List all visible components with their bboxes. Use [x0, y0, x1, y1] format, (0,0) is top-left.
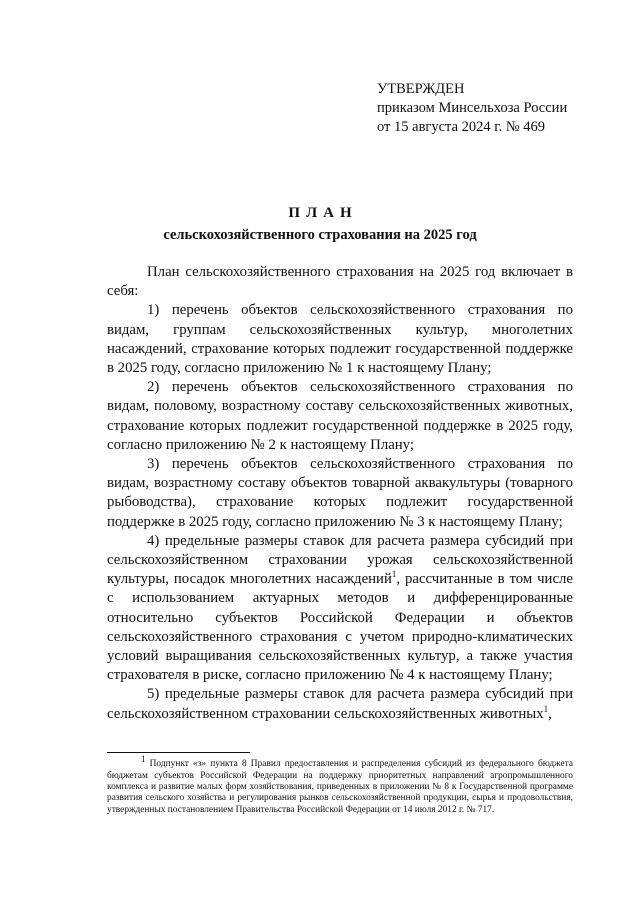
title-subheading: сельскохозяйственного страхования на 2025 год [163, 227, 477, 243]
footnote-text: Подпункт «з» пункта 8 Правил предоставления и распределения субсидий из федерального бюджета бюджетам субъектов Российской Федерации на поддержку приоритетных направлений агропромышленного комплекса и развитие малых форм хозяйствования, приведенных в приложении № 8 к Государственной программе развития сельского хозяйства и регулирования рынков сельскохозяйственной продукции, сырья и продовольствия, утвержденных постановлением Правительства Российской Федерации от 14 июля 2012 г. № 717. [107, 759, 573, 815]
list-item-4-text-a: 4) предельные размеры ставок для расчета размера субсидий при сельскохозяйственном страховании урожая сельскохозяйственной культуры, посадок многолетних насаждений [107, 532, 573, 588]
footnote-ref-1: 1 [391, 569, 397, 580]
approval-stamp [377, 80, 567, 137]
title-heading: ПЛАН [288, 205, 358, 221]
list-item-4-text-b: , рассчитанные в том числе с использованием актуарных методов и дифференцированные относительно субъектов Российской Федерации и объектов сельскохозяйственного страхования с учетом природно-климатических условий выращивания сельскохозяйственных культур, а также участия страхователя в риске, согласно приложению № 4 к настоящему Плану; [107, 571, 573, 684]
list-item-3: 3) перечень объектов сельскохозяйственного страхования по видам, возрастному составу объектов товарной аквакультуры (товарного рыбоводства), страхование которых подлежит государственной поддержке в 2025 году, согласно приложению № 3 к настоящему Плану; [107, 456, 573, 530]
list-item-2: 2) перечень объектов сельскохозяйственного страхования по видам, половому, возрастному составу сельскохозяйственных животных, страхование которых подлежит государственной поддержке в 2025 году, согласно приложению № 2 к настоящему Плану; [107, 379, 573, 453]
footnote-separator [107, 752, 250, 753]
document-body [107, 263, 573, 724]
footnote [107, 754, 573, 816]
intro-paragraph: План сельскохозяйственного страхования на 2025 год включает в себя: [107, 264, 573, 300]
approval-status: УТВЕРЖДЕН [377, 81, 465, 97]
list-item-4 [107, 532, 573, 686]
document-title [0, 204, 640, 244]
approval-date: от 15 августа 2024 г. № 469 [377, 119, 546, 135]
list-item-5-text-a: 5) предельные размеры ставок для расчета размера субсидий при сельскохозяйственном страховании сельскохозяйственных животных [107, 686, 573, 722]
approval-order: приказом Минсельхоза России [377, 100, 568, 116]
footnote-marker: 1 [141, 754, 146, 764]
footnote-ref-2: 1 [543, 703, 549, 714]
list-item-1: 1) перечень объектов сельскохозяйственного страхования по видам, группам сельскохозяйственных культур, многолетних насаждений, страхование которых подлежит государственной поддержке в 2025 году, согласно приложению № 1 к настоящему Плану; [107, 302, 573, 377]
list-item-5 [107, 685, 573, 723]
list-item-5-text-b: , [548, 705, 552, 722]
